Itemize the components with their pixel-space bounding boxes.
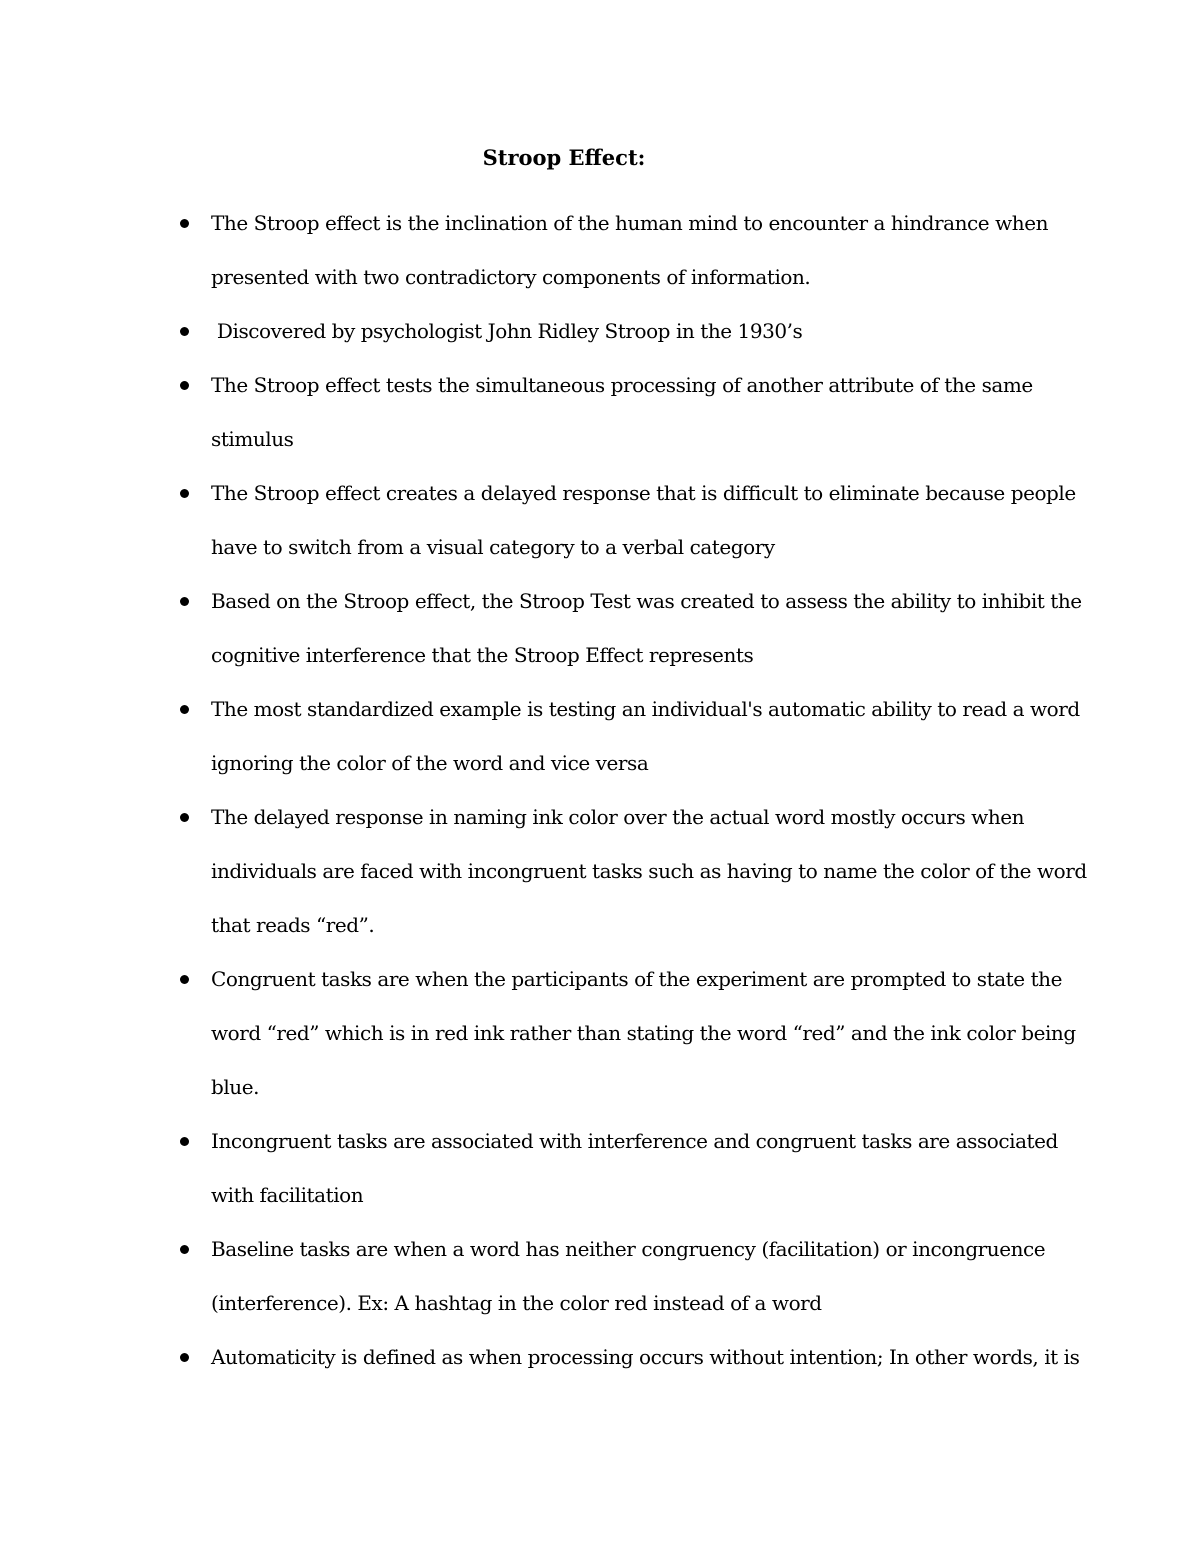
- list-item-text: Congruent tasks are when the participants of the experiment are prompted to state the: [211, 967, 1062, 991]
- list-item-text: The most standardized example is testing an individual's automatic ability to read a word: [211, 697, 1080, 721]
- list-item-text: (interference). Ex: A hashtag in the color red instead of a word: [211, 1291, 822, 1315]
- list-item-text: Automaticity is defined as when processing occurs without intention; In other words, it is: [211, 1345, 1080, 1369]
- list-item-text: with facilitation: [211, 1183, 364, 1207]
- page-title: Stroop Effect:: [482, 145, 646, 170]
- list-item-text: individuals are faced with incongruent tasks such as having to name the color of the word: [211, 859, 1087, 883]
- list-item-text: word “red” which is in red ink rather than stating the word “red” and the ink color being: [211, 1021, 1076, 1045]
- bullet-icon: [180, 1353, 189, 1362]
- bullet-icon: [180, 327, 189, 336]
- list-item: [176, 574, 1082, 682]
- list-item: [176, 682, 1080, 790]
- list-item: [176, 952, 1076, 1114]
- list-item: [176, 466, 1076, 574]
- list-item: [176, 1114, 1076, 1222]
- bullet-icon: [180, 381, 189, 390]
- bullet-icon: [180, 489, 189, 498]
- list-item-text: Based on the Stroop effect, the Stroop Test was created to assess the ability to inhibit the: [211, 589, 1082, 613]
- bullet-icon: [180, 1137, 189, 1146]
- list-item: [176, 1222, 1076, 1330]
- bullet-icon: [180, 1245, 189, 1254]
- list-item-text: The delayed response in naming ink color over the actual word mostly occurs when: [211, 805, 1025, 829]
- bullet-icon: [180, 219, 189, 228]
- list-item-text: cognitive interference that the Stroop Effect represents: [211, 643, 754, 667]
- list-item: [176, 196, 1076, 304]
- list-item-text: The Stroop effect tests the simultaneous processing of another attribute of the same: [211, 373, 1033, 397]
- list-item-text: Discovered by psychologist John Ridley Stroop in the 1930’s: [211, 319, 803, 343]
- list-item: [176, 1330, 1080, 1384]
- list-item-text: have to switch from a visual category to a verbal category: [211, 535, 775, 559]
- list-item-text: ignoring the color of the word and vice versa: [211, 751, 649, 775]
- list-item: [176, 304, 1076, 358]
- bullet-list: [176, 196, 1087, 1384]
- list-item: [176, 358, 1076, 466]
- list-item-text: The Stroop effect is the inclination of the human mind to encounter a hindrance when: [211, 211, 1049, 235]
- bullet-icon: [180, 975, 189, 984]
- list-item-text: stimulus: [211, 427, 294, 451]
- list-item-text: The Stroop effect creates a delayed response that is difficult to eliminate because people: [211, 481, 1076, 505]
- list-item-text: Incongruent tasks are associated with interference and congruent tasks are associated: [211, 1129, 1058, 1153]
- list-item-text: blue.: [211, 1075, 260, 1099]
- list-item: [176, 790, 1087, 952]
- list-item-text: presented with two contradictory components of information.: [211, 265, 811, 289]
- bullet-icon: [180, 705, 189, 714]
- list-item-text: Baseline tasks are when a word has neither congruency (facilitation) or incongruence: [211, 1237, 1046, 1261]
- bullet-icon: [180, 813, 189, 822]
- bullet-icon: [180, 597, 189, 606]
- list-item-text: that reads “red”.: [211, 913, 375, 937]
